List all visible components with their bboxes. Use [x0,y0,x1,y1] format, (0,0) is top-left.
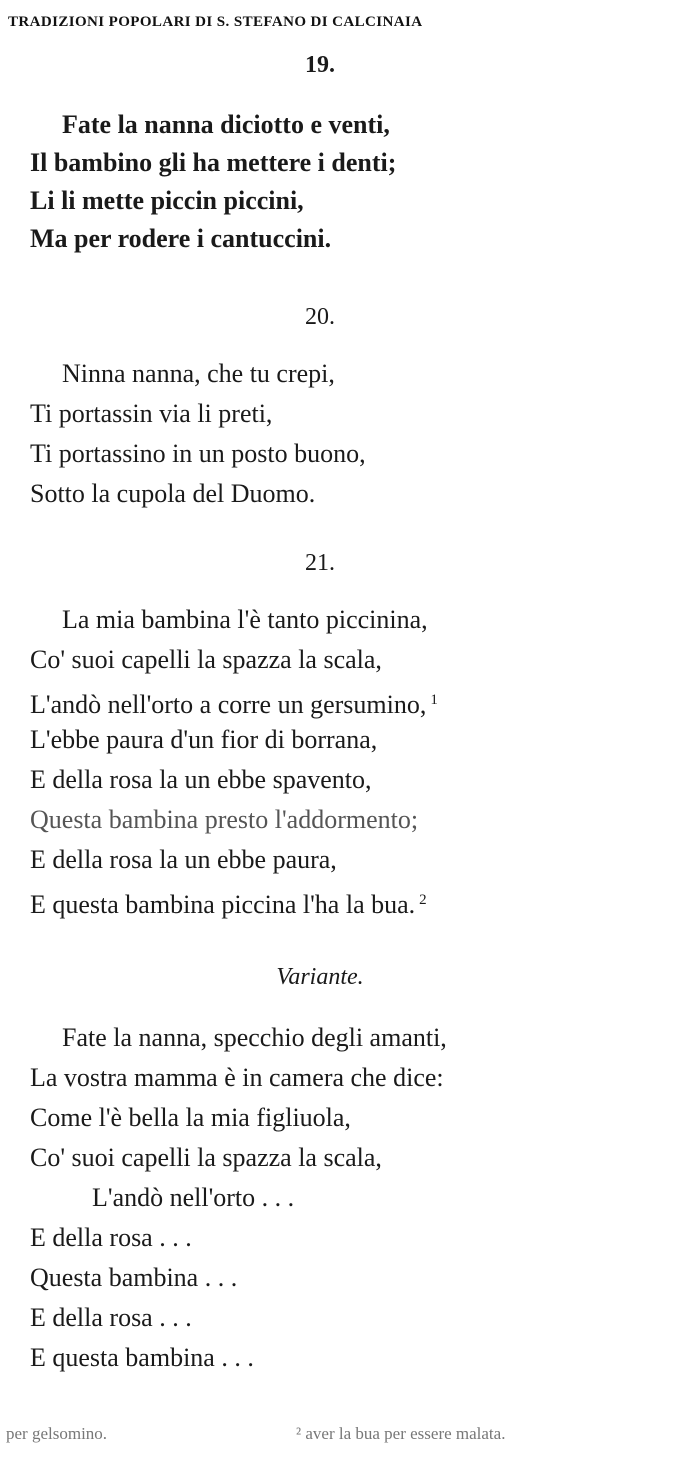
poem-19 [30,106,660,258]
poem-line: E della rosa . . . [30,1223,192,1252]
footnote-1: per gelsomino. [6,1424,108,1443]
poem-line: E della rosa . . . [30,1303,192,1332]
poem-line: La vostra mamma è in camera che dice: [30,1063,444,1092]
poem-line: Ti portassino in un posto buono, [30,439,366,468]
poem-line: E questa bambina piccina l'ha la bua. $^2$ [30,890,427,919]
poem-line: Co' suoi capelli la spazza la scala, [30,1143,382,1172]
poem-line: E della rosa la un ebbe paura, [30,845,337,874]
poem-line: Fate la nanna diciotto e venti, [62,110,390,139]
poem-line: Questa bambina . . . [30,1263,238,1292]
variant-title: Variante. [276,964,364,990]
poem-line: Li li mette piccin piccini, [30,186,304,215]
poem-21 [30,600,660,920]
variant-poem [30,1018,660,1378]
poem-line: Ninna nanna, che tu crepi, [62,359,335,388]
poem-line: Fate la nanna, specchio degli amanti, [62,1023,447,1052]
poem-line: Questa bambina presto l'addormento; [30,805,419,834]
poem-line: La mia bambina l'è tanto piccinina, [62,605,428,634]
poem-number-19: 19. [305,52,335,78]
poem-line: L'andò nell'orto . . . [92,1183,295,1212]
poem-number-21: 21. [305,550,335,576]
poem-line: Il bambino gli ha mettere i denti; [30,148,397,177]
poem-number-20: 20. [305,304,335,330]
poem-line: Ti portassin via li preti, [30,399,273,428]
poem-line: E questa bambina . . . [30,1343,254,1372]
poem-line: Ma per rodere i cantuccini. [30,224,332,253]
poem-20 [30,354,660,514]
poem-line: L'ebbe paura d'un fior di borrana, [30,725,378,754]
footnote-2: ² aver la bua per essere malata. [296,1424,506,1443]
poem-line: E della rosa la un ebbe spavento, [30,765,372,794]
poem-line: L'andò nell'orto a corre un gersumino, $^1$ [30,690,438,719]
poem-line: Come l'è bella la mia figliuola, [30,1103,351,1132]
poem-line: Co' suoi capelli la spazza la scala, [30,645,382,674]
footnote-marker: 1 [430,692,438,708]
footnote-marker: 2 [419,892,427,908]
running-title: TRADIZIONI POPOLARI DI S. STEFANO DI CALCINAIA [8,14,423,30]
poem-line: Sotto la cupola del Duomo. [30,479,316,508]
